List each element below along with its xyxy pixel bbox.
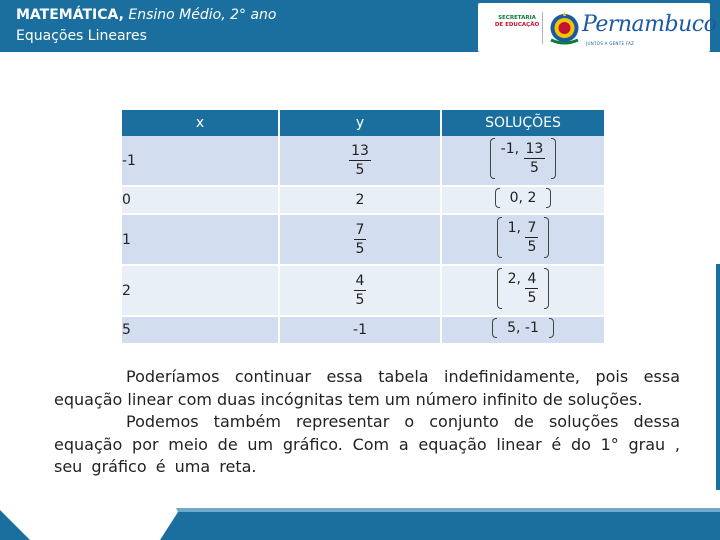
subject-label: MATEMÁTICA, [16, 7, 124, 23]
cell-y [279, 136, 441, 186]
logo-area [478, 3, 717, 52]
fraction-numerator: 4 [527, 271, 537, 287]
secretaria-line2: DE EDUCAÇÃO [494, 22, 540, 28]
level-label: Ensino Médio, 2° ano [128, 7, 277, 23]
table-row [122, 136, 604, 186]
right-paren [544, 268, 549, 309]
secretaria-logo [494, 15, 540, 29]
right-paren [549, 318, 554, 338]
pair-x: 1, [507, 220, 526, 236]
cell-y [279, 265, 441, 316]
header-solutions: SOLUÇÕES [441, 110, 604, 136]
cell-y: -1 [279, 316, 441, 343]
fraction [354, 221, 367, 258]
fraction [525, 270, 538, 307]
right-paren [551, 138, 556, 179]
state-logo-text: Pernambuco [582, 12, 717, 37]
pair-x: -1, [500, 141, 524, 157]
right-paren [546, 188, 551, 208]
pair-x: 2, [507, 271, 526, 287]
fraction [524, 140, 546, 177]
fraction-denominator: 5 [355, 241, 365, 257]
fraction-denominator: 5 [529, 160, 539, 176]
ordered-pair [490, 138, 557, 179]
solutions-table [122, 110, 604, 343]
right-paren [544, 217, 549, 258]
ordered-pair [497, 268, 550, 309]
ordered-pair [495, 188, 552, 208]
cell-x: 0 [122, 186, 279, 214]
cell-solution [441, 186, 604, 214]
table-row [122, 316, 604, 343]
state-logo-tagline: JUNTOS A GENTE FAZ [586, 41, 635, 46]
cell-x: 1 [122, 214, 279, 265]
fraction-denominator: 5 [355, 292, 365, 308]
fraction [349, 142, 371, 179]
header-bar [0, 0, 720, 52]
fraction-numerator: 13 [525, 141, 544, 157]
cell-x: 5 [122, 316, 279, 343]
footer-band [0, 504, 720, 540]
paragraph-1: Poderíamos continuar essa tabela indefinidamente, pois essa equação linear com duas incógnitas tem um número infinito de soluções. [54, 367, 680, 409]
explanation-text [54, 366, 680, 479]
secretaria-line1: SECRETARIA [498, 15, 536, 21]
pair-value: 0, 2 [509, 190, 537, 206]
ordered-pair [492, 318, 554, 338]
topic-label: Equações Lineares [16, 28, 147, 44]
cell-x: -1 [122, 136, 279, 186]
fraction-denominator: 5 [527, 239, 537, 255]
cell-solution [441, 136, 604, 186]
fraction-numerator: 13 [351, 143, 369, 159]
fraction-denominator: 5 [527, 290, 537, 306]
cell-y: 2 [279, 186, 441, 214]
right-accent-bar [716, 264, 720, 490]
pair-value: 5, -1 [507, 320, 539, 336]
fraction-numerator: 7 [355, 222, 365, 238]
ordered-pair [497, 217, 550, 258]
cell-solution [441, 316, 604, 343]
header-x: x [122, 110, 279, 136]
table-header-row [122, 110, 604, 136]
fraction [354, 272, 367, 309]
state-crest-icon [548, 10, 581, 46]
table-row [122, 265, 604, 316]
table-row [122, 214, 604, 265]
cell-solution [441, 265, 604, 316]
table-row [122, 186, 604, 214]
fraction [525, 219, 538, 256]
header-y: y [279, 110, 441, 136]
logo-separator [542, 12, 543, 44]
fraction-numerator: 7 [527, 220, 537, 236]
cell-x: 2 [122, 265, 279, 316]
paragraph-2: Podemos também representar o conjunto de soluções dessa equação por meio de um gráfico. Com a equação linear é do 1° grau , seu gráfico é uma reta. [54, 412, 680, 476]
header-title [16, 7, 276, 23]
cell-solution [441, 214, 604, 265]
fraction-numerator: 4 [355, 273, 365, 289]
cell-y [279, 214, 441, 265]
fraction-denominator: 5 [355, 162, 365, 178]
